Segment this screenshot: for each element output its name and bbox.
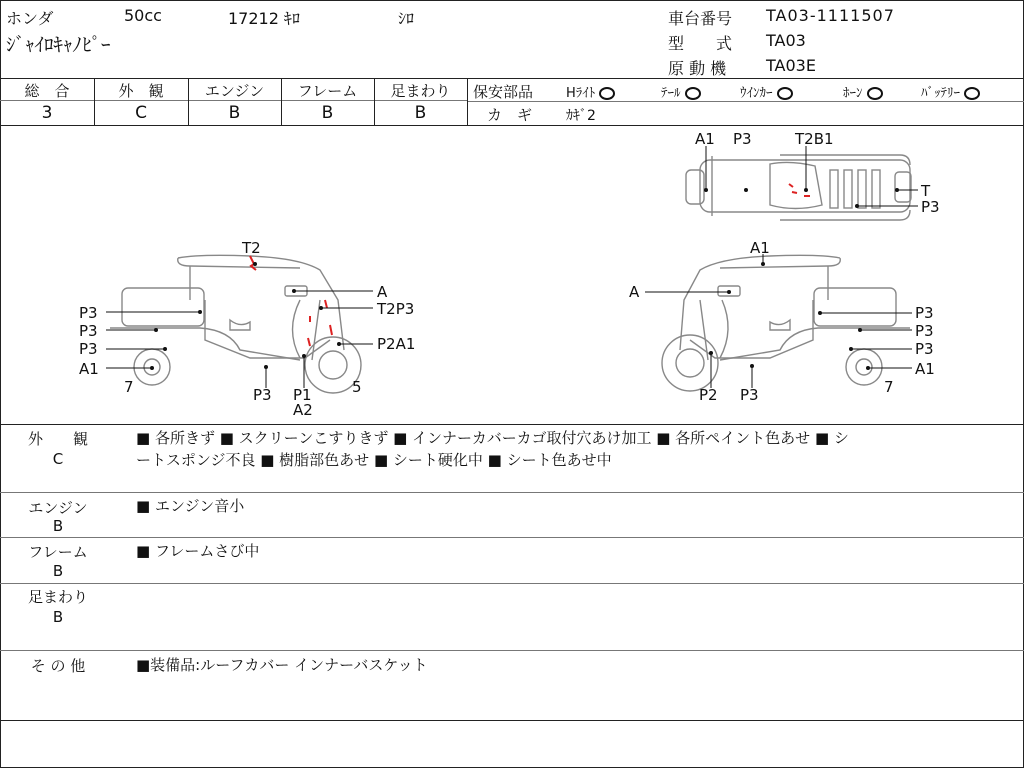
frame-no-label: 車台番号: [668, 9, 733, 28]
section-label-other: そ の 他: [30, 657, 86, 675]
section-text-engine: ■ エンジン音小: [136, 497, 245, 515]
diagram-label: P3: [253, 386, 272, 404]
right-dots: [709, 262, 870, 370]
section-label-exterior: 外 観: [27, 430, 88, 448]
diagram-label: P3: [915, 304, 934, 322]
diagram-label: P3: [915, 340, 934, 358]
diagram-label: P2A1: [377, 335, 416, 353]
frame-no: TA03-1111507: [766, 6, 895, 25]
grade-label-frame: フレーム: [297, 82, 358, 100]
diagram-label: P3: [740, 386, 759, 404]
diagram-label: P3: [79, 340, 98, 358]
grade-label-engine: エンジン: [204, 82, 265, 100]
grade-value-suspension: B: [414, 103, 427, 123]
ok-circle-icon: [867, 87, 883, 100]
diagram-label: 7: [884, 378, 894, 396]
ok-circle-icon: [599, 87, 615, 100]
diagram-label: P3: [921, 198, 940, 216]
divider: [0, 720, 1024, 721]
diagram-label: 5: [352, 378, 362, 396]
scooter-right-view: [662, 255, 910, 391]
diagram-label: T2: [242, 239, 261, 257]
color: ｼﾛ: [398, 9, 415, 28]
diagram-label: P2: [699, 386, 718, 404]
engine-label: 原 動 機: [668, 59, 727, 78]
safety-item-taillight: ﾃｰﾙ: [661, 82, 701, 101]
grade-label-exterior: 外 観: [118, 82, 164, 100]
divider: [0, 78, 1024, 79]
scooter-top-view: [686, 155, 911, 220]
diagram-label: A2: [293, 401, 313, 419]
ok-circle-icon: [685, 87, 701, 100]
grade-value-exterior: C: [135, 103, 147, 123]
section-grade-engine: B: [52, 517, 64, 535]
section-grade-frame: B: [52, 562, 64, 580]
section-text-frame: ■ フレームさび中: [136, 542, 260, 560]
diagram-label: A1: [915, 360, 935, 378]
section-label-frame: フレーム: [28, 543, 88, 561]
scooter-left-view: [110, 255, 361, 393]
section-label-suspension: 足まわり: [27, 588, 88, 606]
diagram-label: P3: [79, 322, 98, 340]
section-grade-exterior: C: [52, 450, 64, 468]
mileage: 17212 ｷﾛ: [228, 9, 301, 28]
safety-item-battery: ﾊﾞｯﾃﾘｰ: [921, 82, 980, 101]
top-dots: [704, 188, 899, 208]
diagram-label: A: [377, 283, 388, 301]
displacement: 50cc: [124, 6, 162, 25]
safety-item-winker: ｳｲﾝｶｰ: [740, 82, 793, 101]
section-grade-suspension: B: [52, 608, 64, 626]
section-text-other: ■装備品:ルーフカバー インナーバスケット: [136, 656, 428, 674]
ok-circle-icon: [964, 87, 980, 100]
safety-item-headlight: Hﾗｲﾄ: [566, 82, 615, 101]
divider: [467, 101, 1024, 102]
key-label: カ ギ: [487, 106, 533, 124]
grade-label-overall: 総 合: [24, 82, 70, 100]
key-value: ｶｷﾞ2: [566, 108, 596, 124]
diagram-label: 7: [124, 378, 134, 396]
grade-value-overall: 3: [41, 103, 53, 123]
diagram-label: P3: [79, 304, 98, 322]
section-text-exterior: ートスポンジ不良 ■ 樹脂部色あせ ■ シート硬化中 ■ シート色あせ中: [136, 451, 612, 469]
divider: [0, 424, 1024, 425]
grade-label-suspension: 足まわり: [390, 82, 451, 100]
divider: [0, 537, 1024, 538]
grade-value-frame: B: [321, 103, 334, 123]
diagram-label: P3: [915, 322, 934, 340]
diagram-label: A1: [750, 239, 770, 257]
diagram-label: T2B1: [795, 130, 834, 148]
diagram-label: T: [921, 182, 931, 200]
type-label: 型 式: [668, 34, 733, 53]
safety-item-horn: ﾎｰﾝ: [843, 82, 883, 101]
diagram-label: A: [629, 283, 640, 301]
right-leaders: [645, 254, 912, 388]
divider: [0, 492, 1024, 493]
damage-diagram: [0, 126, 1024, 424]
grade-value-engine: B: [228, 103, 241, 123]
section-label-engine: エンジン: [28, 499, 88, 517]
maker: ホンダ: [6, 9, 54, 28]
diagram-label: A1: [695, 130, 715, 148]
type-value: TA03: [766, 31, 806, 50]
diagram-label: P1: [293, 386, 312, 404]
diagram-label: T2P3: [377, 300, 415, 318]
engine-value: TA03E: [766, 56, 816, 75]
model-name: ｼﾞｬｲﾛｷｬﾉﾋﾟｰ: [6, 34, 111, 56]
divider: [467, 78, 468, 125]
ok-circle-icon: [777, 87, 793, 100]
divider: [0, 583, 1024, 584]
divider: [0, 650, 1024, 651]
safety-label: 保安部品: [473, 83, 534, 101]
diagram-label: A1: [79, 360, 99, 378]
left-leaders: [106, 291, 373, 388]
diagram-label: P3: [733, 130, 752, 148]
section-text-exterior: ■ 各所きず ■ スクリーンこすりきず ■ インナーカバーカゴ取付穴あけ加工 ■ 各所ペイント色あせ ■ シ: [136, 429, 849, 447]
